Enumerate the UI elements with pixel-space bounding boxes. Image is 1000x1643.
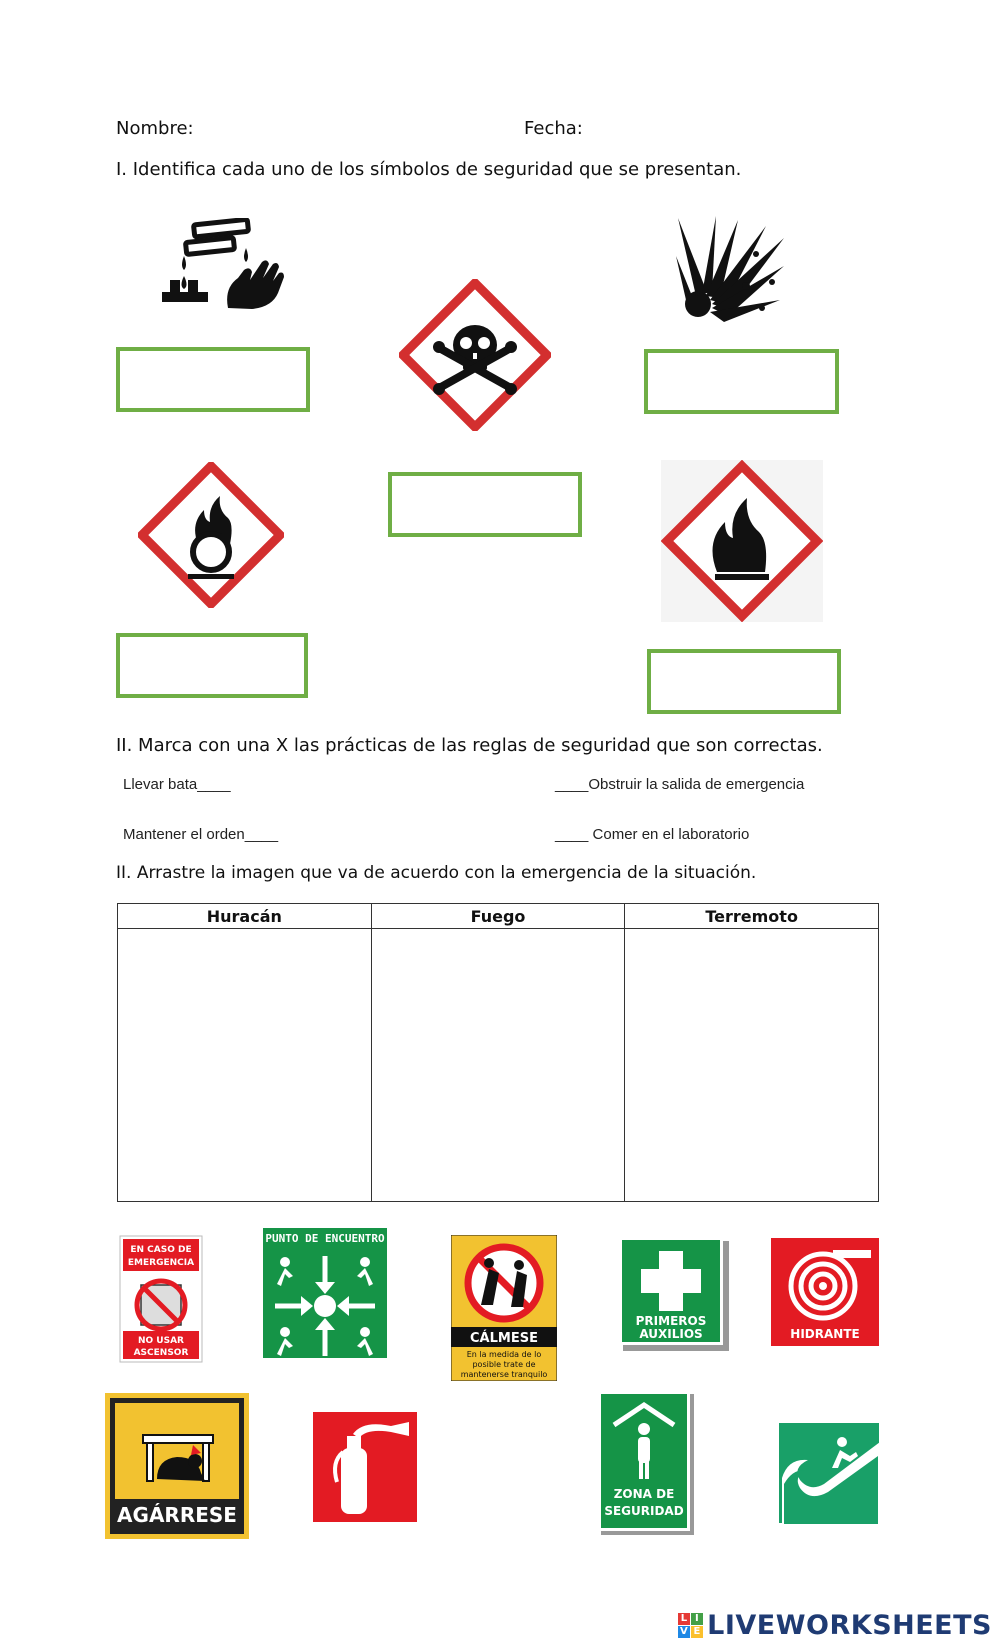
column-header-huracan: Huracán [118,904,372,929]
sign-meeting-point[interactable] [263,1228,387,1358]
sign-safe-zone-line2: SEGURIDAD [604,1504,684,1518]
sign-calm-line3: mantenerse tranquilo [460,1370,548,1379]
drop-zone-terremoto[interactable] [625,929,879,1202]
explosive-icon [676,216,786,326]
practice-item-obstruir[interactable]: ____Obstruir la salida de emergencia [555,776,805,793]
sign-hydrant[interactable] [771,1238,879,1346]
sign-tsunami-evacuation[interactable] [776,1420,882,1526]
flame-icon [661,460,823,622]
practice-item-bata[interactable]: Llevar bata____ [123,776,231,793]
drop-zone-fuego[interactable] [371,929,625,1202]
section3-title: II. Arrastre la imagen que va de acuerdo con la emergencia de la situación. [116,863,757,883]
logo-letter-v: V [680,1626,689,1637]
name-label: Nombre: [116,118,194,139]
logo-letter-i: I [691,1613,703,1625]
section2-title: II. Marca con una X las prácticas de las reglas de seguridad que son correctas. [116,735,823,756]
sign-first-aid-line2: AUXILIOS [639,1327,703,1341]
sign-calm-title: CÁLMESE [470,1331,538,1346]
sign-calm-line2: posible trate de [472,1360,536,1369]
liveworksheets-footer[interactable] [678,1610,992,1641]
skull-crossbones-icon [399,279,551,431]
sign-safe-zone[interactable] [598,1391,694,1535]
answer-box-oxidizer[interactable] [116,633,308,698]
sign-safe-zone-line1: ZONA DE [613,1487,675,1501]
practice-item-orden[interactable]: Mantener el orden____ [123,826,279,843]
sign-first-aid-line1: PRIMEROS [635,1314,707,1328]
sign-elevator-line2: EMERGENCIA [127,1258,195,1268]
answer-box-flammable[interactable] [647,649,841,714]
sign-first-aid[interactable] [619,1237,729,1351]
section1-title: I. Identifica cada uno de los símbolos de seguridad que se presentan. [116,159,742,180]
column-header-terremoto: Terremoto [625,904,879,929]
drop-zone-huracan[interactable] [118,929,372,1202]
sign-no-elevator[interactable] [119,1235,203,1363]
sign-calm-down[interactable] [451,1235,557,1381]
logo-letter-e: E [691,1626,703,1638]
sign-calm-line1: En la medida de lo [466,1350,542,1359]
corrosive-icon [162,218,287,318]
flame-over-circle-icon [138,462,284,608]
date-label: Fecha: [524,118,583,139]
liveworksheets-brand: LIVEWORKSHEETS [707,1610,992,1641]
answer-box-corrosive[interactable] [116,347,310,412]
practice-item-comer[interactable]: ____ Comer en el laboratorio [555,826,750,843]
sign-meeting-title: PUNTO DE ENCUENTRO [265,1232,385,1245]
answer-box-explosive[interactable] [644,349,839,414]
logo-letter-l: L [678,1613,690,1625]
answer-box-toxic[interactable] [388,472,582,537]
sign-elevator-line1: EN CASO DE [130,1245,192,1255]
column-header-fuego: Fuego [371,904,625,929]
sign-fire-extinguisher[interactable] [313,1412,417,1522]
sign-hold-title: AGÁRRESE [117,1503,237,1527]
sign-hydrant-title: HIDRANTE [790,1327,860,1341]
sorting-table [117,903,879,1202]
sign-elevator-line3: NO USAR [137,1336,185,1346]
liveworksheets-logo-icon [678,1613,703,1638]
sign-elevator-line4: ASCENSOR [133,1348,189,1358]
sign-hold-on[interactable] [105,1393,249,1539]
